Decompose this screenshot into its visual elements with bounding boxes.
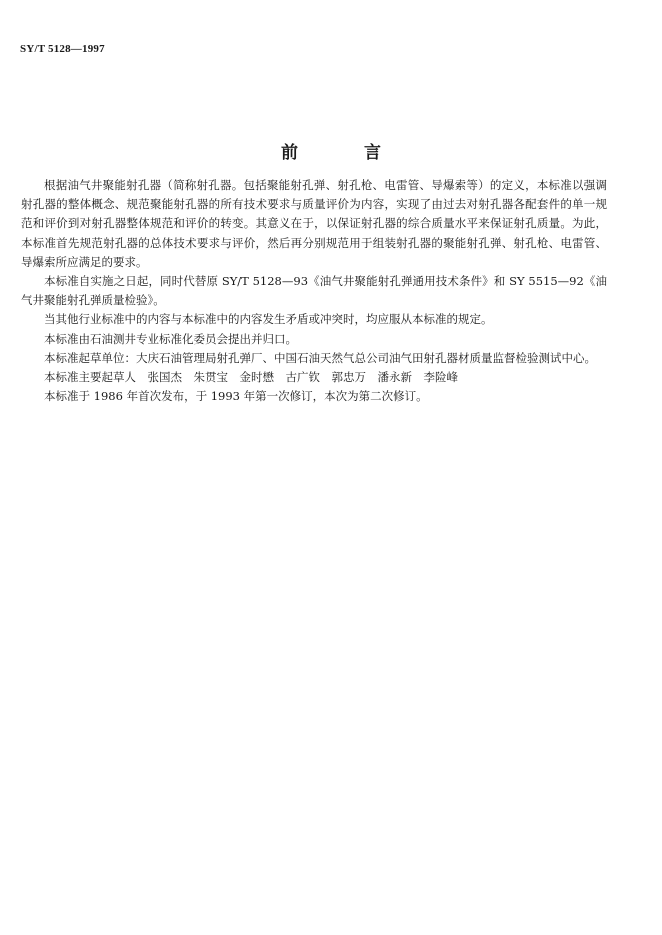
paragraph-conflict: 当其他行业标准中的内容与本标准中的内容发生矛盾或冲突时，均应服从本标准的规定。 xyxy=(44,312,493,327)
paragraph-history: 本标准于 1986 年首次发布，于 1993 年第一次修订，本次为第二次修订。 xyxy=(44,389,428,404)
standard-code: SY/T 5128—1997 xyxy=(20,43,105,55)
paragraph-replacement: 本标准自实施之日起，同时代替原 SY/T 5128—93《油气井聚能射孔弹通用技术条件》和 SY 5515—92《油气井聚能射孔弹质量检验》。 xyxy=(21,274,607,308)
paragraph-drafters: 本标准主要起草人 张国杰 朱贯宝 金时懋 古广钦 郭忠万 潘永新 李险峰 xyxy=(44,370,458,385)
paragraph-definition: 根据油气井聚能射孔器（简称射孔器。包括聚能射孔弹、射孔枪、电雷管、导爆索等）的定义，本标准以强调射孔器的整体概念、规范聚能射孔器的所有技术要求与质量评价为内容，实现了由过去对射孔器各配套件的单一规范和评价到对射孔器整体规范和评价的转变。其意义在于，以保证射孔器的综合质量水平来保证射孔质量。为此，本标准首先规范射孔器的总体技术要求与评价，然后再分别规范用于组装射孔器的聚能射孔弹、射孔枪、电雷管、导爆索所应满足的要求。 xyxy=(21,178,607,269)
foreword-body xyxy=(21,176,607,406)
paragraph-drafting-units: 本标准起草单位：大庆石油管理局射孔弹厂、中国石油天然气总公司油气田射孔器材质量监督检验测试中心。 xyxy=(44,350,596,365)
page-title: 前 言 xyxy=(281,143,411,163)
paragraph-proposer: 本标准由石油测井专业标准化委员会提出并归口。 xyxy=(44,331,297,346)
